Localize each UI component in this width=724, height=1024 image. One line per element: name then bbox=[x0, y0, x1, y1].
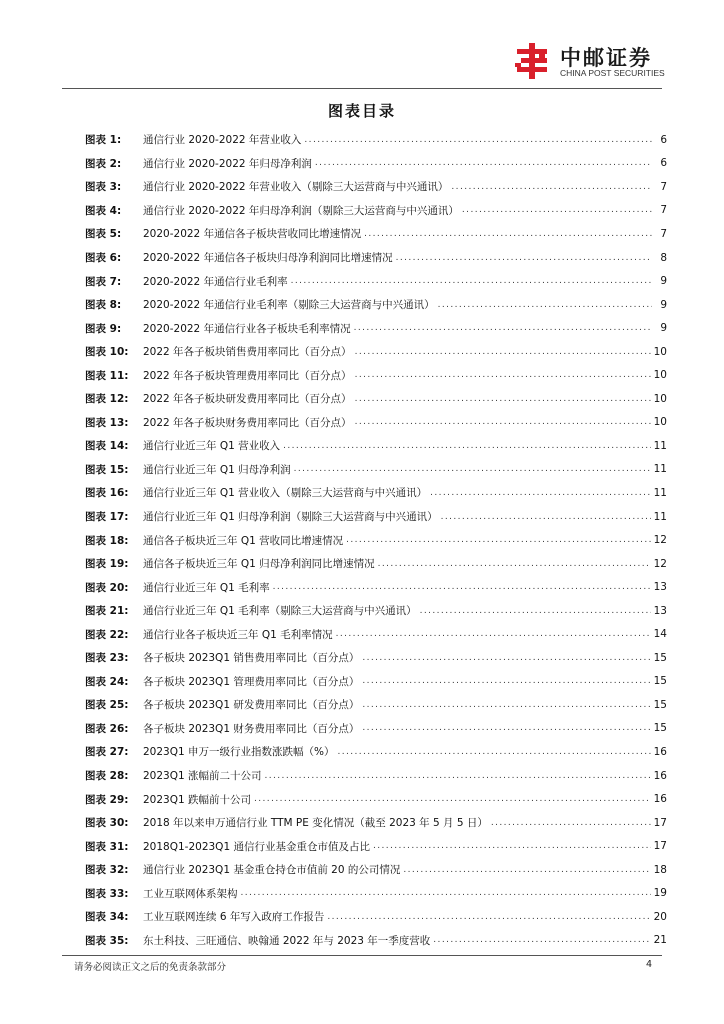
toc-entry-label: 图表 10: bbox=[85, 346, 129, 359]
toc-entry-title: 2022 年各子板块管理费用率同比（百分点） bbox=[143, 369, 352, 382]
toc-entry-title: 2020-2022 年通信各子板块归母净利润同比增速情况 bbox=[143, 252, 393, 264]
toc-entry-label: 图表 35: bbox=[85, 934, 129, 947]
toc-entry-page: 9 bbox=[660, 298, 667, 311]
toc-entry[interactable] bbox=[85, 434, 667, 458]
toc-entry[interactable] bbox=[85, 411, 667, 435]
toc-entry-title: 各子板块 2023Q1 销售费用率同比（百分点） bbox=[143, 652, 360, 665]
toc-entry-label: 图表 24: bbox=[85, 675, 129, 688]
toc-dot-leader bbox=[327, 912, 650, 922]
toc-entry[interactable] bbox=[85, 246, 667, 270]
toc-entry[interactable] bbox=[85, 811, 667, 835]
toc-entry[interactable] bbox=[85, 152, 667, 176]
toc-entry-title: 2020-2022 年通信行业各子板块毛利率情况 bbox=[143, 322, 351, 335]
toc-entry-page: 15 bbox=[653, 698, 667, 711]
toc-entry-label: 图表 16: bbox=[85, 487, 129, 500]
toc-entry-page: 10 bbox=[653, 392, 667, 405]
toc-dot-leader bbox=[355, 417, 651, 427]
toc-entry-label: 图表 20: bbox=[85, 581, 129, 594]
toc-dot-leader bbox=[355, 370, 651, 380]
toc-dot-leader bbox=[304, 135, 652, 145]
toc-entry-label: 图表 4: bbox=[85, 204, 122, 217]
toc-entry-label: 图表 29: bbox=[85, 793, 129, 806]
toc-dot-leader bbox=[362, 700, 650, 710]
toc-entry[interactable] bbox=[85, 858, 667, 882]
toc-entry-title: 通信行业 2020-2022 年营业收入（剔除三大运营商与中兴通讯） bbox=[143, 181, 449, 194]
toc-entry-page: 10 bbox=[653, 345, 667, 358]
toc-entry[interactable] bbox=[85, 128, 667, 152]
toc-entry-title: 2022 年各子板块研发费用率同比（百分点） bbox=[143, 393, 352, 406]
toc-entry-title: 通信各子板块近三年 Q1 归母净利润同比增速情况 bbox=[143, 558, 375, 571]
toc-entry-label: 图表 34: bbox=[85, 911, 129, 924]
toc-entry[interactable] bbox=[85, 646, 667, 670]
toc-entry[interactable] bbox=[85, 199, 667, 223]
toc-dot-leader bbox=[438, 300, 652, 310]
toc-entry-title: 2018 年以来申万通信行业 TTM PE 变化情况（截至 2023 年 5 月 5 日） bbox=[143, 817, 488, 830]
toc-dot-leader bbox=[273, 582, 651, 592]
toc-entry-label: 图表 9: bbox=[85, 322, 122, 335]
toc-entry-label: 图表 33: bbox=[85, 887, 129, 900]
toc-dot-leader bbox=[291, 276, 652, 286]
toc-dot-leader bbox=[355, 394, 651, 404]
toc-entry-label: 图表 31: bbox=[85, 840, 129, 853]
toc-entry-title: 通信行业近三年 Q1 归母净利润 bbox=[143, 463, 291, 476]
toc-entry-title: 2022 年各子板块财务费用率同比（百分点） bbox=[143, 416, 352, 429]
toc-entry-page: 13 bbox=[653, 581, 667, 594]
toc-dot-leader bbox=[337, 747, 650, 757]
toc-dot-leader bbox=[373, 841, 651, 851]
toc-entry-page: 11 bbox=[653, 510, 667, 523]
toc-entry-label: 图表 22: bbox=[85, 628, 129, 641]
toc-entry-title: 通信行业各子板块近三年 Q1 毛利率情况 bbox=[143, 628, 333, 641]
toc-entry-label: 图表 2: bbox=[85, 157, 122, 170]
toc-entry-title: 各子板块 2023Q1 研发费用率同比（百分点） bbox=[143, 699, 360, 712]
toc-entry[interactable] bbox=[85, 269, 667, 293]
toc-entry-page: 16 bbox=[653, 769, 667, 782]
toc-dot-leader bbox=[315, 158, 652, 168]
toc-dot-leader bbox=[378, 559, 651, 569]
toc-dot-leader bbox=[241, 888, 651, 898]
toc-entry-label: 图表 30: bbox=[85, 817, 129, 830]
header-divider bbox=[62, 88, 662, 89]
logo-chinese-name: 中邮证券 bbox=[560, 46, 652, 70]
toc-entry-label: 图表 7: bbox=[85, 275, 122, 288]
toc-entry-page: 17 bbox=[653, 816, 667, 829]
toc-entry-title: 工业互联网连续 6 年写入政府工作报告 bbox=[143, 911, 325, 924]
toc-dot-leader bbox=[294, 464, 651, 474]
toc-entry-label: 图表 32: bbox=[85, 864, 129, 877]
toc-entry[interactable] bbox=[85, 599, 667, 623]
toc-entry-page: 11 bbox=[653, 463, 667, 476]
toc-dot-leader bbox=[396, 253, 652, 263]
toc-entry[interactable] bbox=[85, 222, 667, 246]
toc-entry-title: 各子板块 2023Q1 管理费用率同比（百分点） bbox=[143, 675, 360, 688]
toc-entry-page: 14 bbox=[653, 628, 667, 641]
toc-entry-label: 图表 27: bbox=[85, 746, 129, 759]
toc-entry[interactable] bbox=[85, 764, 667, 788]
toc-entry[interactable] bbox=[85, 670, 667, 694]
toc-entry-label: 图表 18: bbox=[85, 534, 129, 547]
toc-entry-page: 16 bbox=[653, 793, 667, 806]
toc-entry-title: 各子板块 2023Q1 财务费用率同比（百分点） bbox=[143, 722, 360, 735]
toc-entry-page: 19 bbox=[653, 887, 667, 900]
toc-entry-page: 6 bbox=[660, 133, 667, 146]
toc-entry-page: 15 bbox=[653, 675, 667, 688]
toc-entry[interactable] bbox=[85, 505, 667, 529]
toc-entry[interactable] bbox=[85, 882, 667, 906]
toc-entry-page: 7 bbox=[660, 204, 667, 217]
footer-disclaimer: 请务必阅读正文之后的免责条款部分 bbox=[74, 962, 227, 973]
page-number: 4 bbox=[645, 959, 652, 970]
toc-dot-leader bbox=[491, 818, 651, 828]
toc-entry-page: 10 bbox=[653, 416, 667, 429]
toc-entry-title: 通信各子板块近三年 Q1 营收同比增速情况 bbox=[143, 534, 344, 547]
toc-entry[interactable] bbox=[85, 316, 667, 340]
toc-entry-title: 2022 年各子板块销售费用率同比（百分点） bbox=[143, 346, 352, 359]
toc-dot-leader bbox=[283, 441, 651, 451]
toc-dot-leader bbox=[420, 606, 651, 616]
toc-entry[interactable] bbox=[85, 387, 667, 411]
toc-entry-title: 东土科技、三旺通信、映翰通 2022 年与 2023 年一季度营收 bbox=[143, 934, 431, 947]
toc-entry[interactable] bbox=[85, 787, 667, 811]
toc-entry-page: 12 bbox=[653, 557, 667, 570]
toc-dot-leader bbox=[364, 229, 652, 239]
figure-table-of-contents bbox=[85, 128, 667, 952]
toc-entry-title: 通信行业 2023Q1 基金重仓持仓市值前 20 的公司情况 bbox=[143, 864, 401, 877]
company-logo bbox=[513, 41, 673, 83]
toc-entry[interactable] bbox=[85, 175, 667, 199]
toc-entry-page: 21 bbox=[653, 934, 667, 947]
toc-entry-title: 2023Q1 跌幅前十公司 bbox=[143, 793, 252, 806]
toc-entry-page: 17 bbox=[653, 840, 667, 853]
toc-entry-label: 图表 14: bbox=[85, 440, 129, 453]
toc-entry-label: 图表 8: bbox=[85, 299, 122, 312]
toc-entry[interactable] bbox=[85, 929, 667, 953]
toc-entry-title: 通信行业 2020-2022 年归母净利润 bbox=[143, 157, 312, 170]
toc-entry-page: 8 bbox=[660, 251, 667, 264]
toc-entry-label: 图表 21: bbox=[85, 605, 129, 618]
toc-entry-title: 通信行业 2020-2022 年营业收入 bbox=[143, 134, 302, 147]
toc-entry[interactable] bbox=[85, 481, 667, 505]
toc-dot-leader bbox=[336, 629, 651, 639]
toc-entry[interactable] bbox=[85, 552, 667, 576]
toc-entry-label: 图表 13: bbox=[85, 416, 129, 429]
toc-entry-page: 15 bbox=[653, 722, 667, 735]
toc-entry-page: 15 bbox=[653, 651, 667, 664]
toc-entry[interactable] bbox=[85, 528, 667, 552]
logo-english-name: CHINA POST SECURITIES bbox=[560, 68, 665, 78]
toc-entry-page: 11 bbox=[653, 486, 667, 499]
toc-dot-leader bbox=[346, 535, 651, 545]
toc-entry-page: 7 bbox=[660, 227, 667, 240]
footer-divider bbox=[62, 955, 662, 956]
toc-entry-label: 图表 15: bbox=[85, 463, 129, 476]
toc-entry-label: 图表 11: bbox=[85, 369, 129, 382]
toc-entry-title: 通信行业近三年 Q1 毛利率 bbox=[143, 581, 270, 594]
toc-entry-title: 2018Q1-2023Q1 通信行业基金重仓市值及占比 bbox=[143, 840, 370, 853]
toc-entry-label: 图表 12: bbox=[85, 393, 129, 406]
toc-dot-leader bbox=[462, 205, 652, 215]
toc-entry-title: 2020-2022 年通信各子板块营收同比增速情况 bbox=[143, 228, 362, 241]
toc-dot-leader bbox=[451, 182, 652, 192]
toc-entry-page: 9 bbox=[660, 322, 667, 335]
toc-entry-title: 通信行业近三年 Q1 营业收入（剔除三大运营商与中兴通讯） bbox=[143, 487, 428, 500]
toc-entry-page: 13 bbox=[653, 604, 667, 617]
toc-entry[interactable] bbox=[85, 363, 667, 387]
toc-entry-title: 工业互联网体系架构 bbox=[143, 887, 238, 900]
toc-dot-leader bbox=[403, 865, 650, 875]
toc-entry-label: 图表 25: bbox=[85, 699, 129, 712]
toc-entry-page: 20 bbox=[653, 910, 667, 923]
toc-entry-title: 通信行业近三年 Q1 毛利率（剔除三大运营商与中兴通讯） bbox=[143, 605, 417, 618]
toc-entry[interactable] bbox=[85, 622, 667, 646]
toc-dot-leader bbox=[362, 723, 650, 733]
toc-entry[interactable] bbox=[85, 575, 667, 599]
toc-entry[interactable] bbox=[85, 293, 667, 317]
toc-entry-label: 图表 28: bbox=[85, 770, 129, 783]
toc-dot-leader bbox=[362, 653, 650, 663]
toc-dot-leader bbox=[441, 512, 651, 522]
toc-entry-page: 18 bbox=[653, 863, 667, 876]
toc-entry-title: 2023Q1 涨幅前二十公司 bbox=[143, 770, 262, 783]
toc-entry-label: 图表 26: bbox=[85, 722, 129, 735]
toc-entry-page: 10 bbox=[653, 369, 667, 382]
toc-dot-leader bbox=[265, 771, 651, 781]
toc-entry-label: 图表 1: bbox=[85, 134, 122, 147]
toc-entry[interactable] bbox=[85, 458, 667, 482]
toc-entry-label: 图表 17: bbox=[85, 511, 129, 524]
toc-dot-leader bbox=[254, 794, 651, 804]
toc-title: 图表目录 bbox=[327, 102, 396, 120]
toc-dot-leader bbox=[362, 676, 650, 686]
toc-entry[interactable] bbox=[85, 340, 667, 364]
toc-entry-title: 通信行业近三年 Q1 归母净利润（剔除三大运营商与中兴通讯） bbox=[143, 511, 438, 524]
toc-entry-page: 6 bbox=[660, 157, 667, 170]
toc-dot-leader bbox=[355, 347, 651, 357]
toc-entry-page: 11 bbox=[653, 439, 667, 452]
toc-dot-leader bbox=[433, 935, 650, 945]
toc-entry[interactable] bbox=[85, 717, 667, 741]
toc-entry[interactable] bbox=[85, 834, 667, 858]
toc-entry-label: 图表 19: bbox=[85, 558, 129, 571]
toc-entry[interactable] bbox=[85, 740, 667, 764]
toc-entry-label: 图表 6: bbox=[85, 252, 122, 264]
toc-entry-label: 图表 3: bbox=[85, 181, 122, 194]
china-post-logo-icon bbox=[513, 41, 553, 81]
toc-entry-label: 图表 5: bbox=[85, 228, 122, 241]
toc-entry-page: 12 bbox=[653, 534, 667, 547]
toc-entry-page: 7 bbox=[660, 180, 667, 193]
toc-entry-page: 9 bbox=[660, 275, 667, 288]
toc-entry-title: 2020-2022 年通信行业毛利率 bbox=[143, 275, 288, 288]
toc-dot-leader bbox=[354, 323, 652, 333]
toc-entry[interactable] bbox=[85, 905, 667, 929]
toc-dot-leader bbox=[430, 488, 651, 498]
toc-entry-title: 2023Q1 申万一级行业指数涨跌幅（%） bbox=[143, 746, 335, 759]
toc-entry-title: 2020-2022 年通信行业毛利率（剔除三大运营商与中兴通讯） bbox=[143, 299, 435, 312]
toc-entry-label: 图表 23: bbox=[85, 652, 129, 665]
toc-entry-title: 通信行业近三年 Q1 营业收入 bbox=[143, 440, 281, 453]
toc-entry-page: 16 bbox=[653, 745, 667, 758]
toc-entry[interactable] bbox=[85, 693, 667, 717]
toc-entry-title: 通信行业 2020-2022 年归母净利润（剔除三大运营商与中兴通讯） bbox=[143, 204, 459, 217]
